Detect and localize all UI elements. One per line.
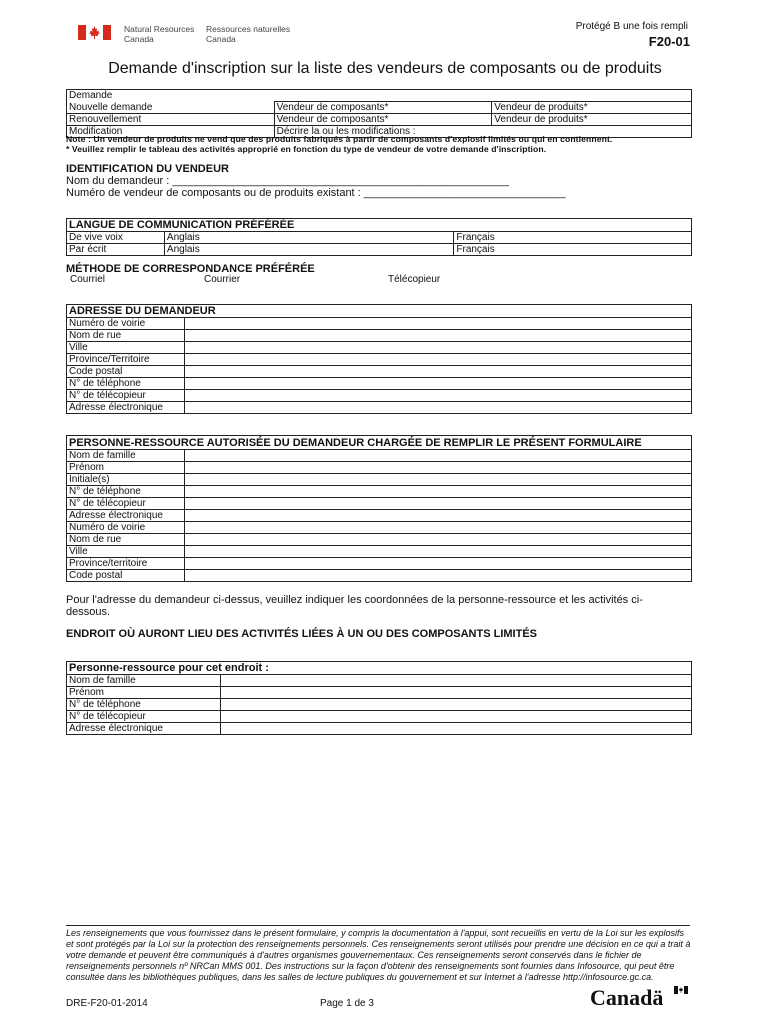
field-input[interactable] xyxy=(220,711,691,723)
contact-row xyxy=(67,450,692,462)
request-header: Demande xyxy=(67,90,692,102)
field-label: Adresse électronique xyxy=(67,402,185,414)
contact-row xyxy=(67,498,692,510)
field-input[interactable] xyxy=(184,486,691,498)
request-option-new[interactable]: Nouvelle demande xyxy=(67,102,275,114)
note-product-vendor: Note : Un vendeur de produits ne vend que des produits fabriqués à partir de composants d'explosif limités ou qui en contiennent. xyxy=(66,134,613,144)
product-vendor-option[interactable]: Vendeur de produits* xyxy=(492,114,692,126)
field-input[interactable] xyxy=(220,699,691,711)
field-input[interactable] xyxy=(184,390,691,402)
field-label: Ville xyxy=(67,342,185,354)
field-input[interactable] xyxy=(184,570,691,582)
form-code: DRE-F20-01-2014 xyxy=(66,998,148,1009)
mail-option[interactable]: Courrier xyxy=(204,274,241,285)
modification-description-field[interactable]: Décrire la ou les modifications : xyxy=(274,126,691,138)
oral-french-option[interactable]: Français xyxy=(454,232,692,244)
field-input[interactable] xyxy=(184,558,691,570)
field-label: Nom de rue xyxy=(67,534,185,546)
department-name-fr: Ressources naturelles Canada xyxy=(206,24,291,44)
request-option-modification[interactable]: Modification xyxy=(67,126,275,138)
vendor-number-field[interactable]: Numéro de vendeur de composants ou de produits existant : _________________________________ xyxy=(66,187,566,199)
field-label: Initiale(s) xyxy=(67,474,185,486)
field-label: Prénom xyxy=(67,687,221,699)
address-heading: ADRESSE DU DEMANDEUR xyxy=(67,305,692,318)
field-input[interactable] xyxy=(184,450,691,462)
protected-label: Protégé B une fois rempli xyxy=(575,21,688,32)
page-title: Demande d'inscription sur la liste des vendeurs de composants ou de produits xyxy=(108,60,662,77)
site-contact-row xyxy=(67,699,692,711)
field-label: N° de téléphone xyxy=(67,486,185,498)
language-heading: LANGUE DE COMMUNICATION PRÉFÉRÉE xyxy=(67,219,692,232)
written-label: Par écrit xyxy=(67,244,165,256)
address-row xyxy=(67,342,692,354)
field-input[interactable] xyxy=(184,318,691,330)
language-table xyxy=(66,218,692,256)
applicant-address-table xyxy=(66,304,692,414)
page-number: Page 1 de 3 xyxy=(320,998,374,1009)
address-row xyxy=(67,366,692,378)
field-input[interactable] xyxy=(184,366,691,378)
address-row xyxy=(67,354,692,366)
note-activity-table: * Veuillez remplir le tableau des activités approprié en fonction du type de vendeur de votre demande d'inscription. xyxy=(66,144,547,154)
field-label: Adresse électronique xyxy=(67,510,185,522)
contact-person-table xyxy=(66,435,692,582)
contact-row xyxy=(67,558,692,570)
request-type-table xyxy=(66,89,692,138)
field-input[interactable] xyxy=(184,546,691,558)
field-input[interactable] xyxy=(184,498,691,510)
fax-option[interactable]: Télécopieur xyxy=(388,274,441,285)
wordmark-flag-icon xyxy=(674,986,688,994)
contact-row xyxy=(67,486,692,498)
contact-row xyxy=(67,462,692,474)
field-input[interactable] xyxy=(220,723,691,735)
address-row xyxy=(67,402,692,414)
field-input[interactable] xyxy=(220,675,691,687)
address-row xyxy=(67,318,692,330)
field-input[interactable] xyxy=(184,342,691,354)
field-label: Nom de rue xyxy=(67,330,185,342)
field-label: Numéro de voirie xyxy=(67,318,185,330)
field-input[interactable] xyxy=(184,522,691,534)
field-input[interactable] xyxy=(184,378,691,390)
contact-row xyxy=(67,534,692,546)
applicant-name-field[interactable]: Nom du demandeur : _______________________________________________________ xyxy=(66,175,509,187)
contact-row xyxy=(67,510,692,522)
contact-row xyxy=(67,522,692,534)
product-vendor-option[interactable]: Vendeur de produits* xyxy=(492,102,692,114)
field-label: Nom de famille xyxy=(67,675,221,687)
privacy-notice: Les renseignements que vous fournissez dans le présent formulaire, y compris la documentation à l'appui, sont recueillis en vertu de la Loi sur les explosifs et sont protégés par la Loi sur la protection des renseignements personnels. Ces renseignements seront utilisés pour prendre une décision en ce qui a trait à votre demande et peuvent être communiqués à d'autres organismes gouvernementaux. Ces renseignements seront conservés dans le fichier de renseignements personnels nº NRCan MMS 001. Des instructions sur la façon d'obtenir des renseignements sont fournies dans Infosource, qui peut être consultée dans les bibliothèques publiques, dans les salles de lecture publiques du gouvernement et sur Internet à l'adresse http://infosource.gc.ca. xyxy=(66,928,691,982)
field-label: Province/Territoire xyxy=(67,354,185,366)
field-input[interactable] xyxy=(184,462,691,474)
contact-row xyxy=(67,546,692,558)
field-input[interactable] xyxy=(184,474,691,486)
form-number: F20-01 xyxy=(648,34,690,49)
field-label: Code postal xyxy=(67,366,185,378)
site-contact-heading: Personne-ressource pour cet endroit : xyxy=(67,662,692,675)
field-label: N° de télécopieur xyxy=(67,390,185,402)
correspondence-heading: MÉTHODE DE CORRESPONDANCE PRÉFÉRÉE xyxy=(66,263,315,275)
address-row xyxy=(67,378,692,390)
instruction-text: Pour l'adresse du demandeur ci-dessus, veuillez indiquer les coordonnées de la personne-ressource et les activités ci-dessous. xyxy=(66,594,643,618)
component-vendor-option[interactable]: Vendeur de composants* xyxy=(274,114,492,126)
address-row xyxy=(67,390,692,402)
site-contact-row xyxy=(67,675,692,687)
location-heading: ENDROIT OÙ AURONT LIEU DES ACTIVITÉS LIÉES À UN OU DES COMPOSANTS LIMITÉS xyxy=(66,628,537,640)
email-option[interactable]: Courriel xyxy=(70,274,106,285)
field-label: Prénom xyxy=(67,462,185,474)
field-label: N° de télécopieur xyxy=(67,498,185,510)
component-vendor-option[interactable]: Vendeur de composants* xyxy=(274,102,492,114)
field-label: N° de téléphone xyxy=(67,378,185,390)
field-label: Numéro de voirie xyxy=(67,522,185,534)
oral-english-option[interactable]: Anglais xyxy=(164,232,453,244)
field-input[interactable] xyxy=(184,510,691,522)
field-input[interactable] xyxy=(184,534,691,546)
footer-divider xyxy=(66,925,690,926)
oral-label: De vive voix xyxy=(67,232,165,244)
request-option-renewal[interactable]: Renouvellement xyxy=(67,114,275,126)
site-contact-row xyxy=(67,723,692,735)
field-label: Ville xyxy=(67,546,185,558)
site-contact-row xyxy=(67,711,692,723)
contact-row xyxy=(67,570,692,582)
contact-row xyxy=(67,474,692,486)
field-label: N° de télécopieur xyxy=(67,711,221,723)
contact-heading: PERSONNE-RESSOURCE AUTORISÉE DU DEMANDEUR CHARGÉE DE REMPLIR LE PRÉSENT FORMULAIRE xyxy=(67,436,692,450)
field-input[interactable] xyxy=(220,687,691,699)
address-row xyxy=(67,330,692,342)
field-input[interactable] xyxy=(184,354,691,366)
field-input[interactable] xyxy=(184,330,691,342)
field-label: Province/territoire xyxy=(67,558,185,570)
canada-wordmark-logo: Canadä xyxy=(590,985,664,1010)
written-english-option[interactable]: Anglais xyxy=(164,244,453,256)
field-label: Nom de famille xyxy=(67,450,185,462)
canada-flag-icon xyxy=(78,25,111,40)
department-name-en: Natural Resources Canada xyxy=(124,24,195,44)
written-french-option[interactable]: Français xyxy=(454,244,692,256)
field-label: N° de téléphone xyxy=(67,699,221,711)
site-contact-table xyxy=(66,661,692,735)
vendor-id-heading: IDENTIFICATION DU VENDEUR xyxy=(66,163,229,175)
field-input[interactable] xyxy=(184,402,691,414)
site-contact-row xyxy=(67,687,692,699)
field-label: Code postal xyxy=(67,570,185,582)
field-label: Adresse électronique xyxy=(67,723,221,735)
